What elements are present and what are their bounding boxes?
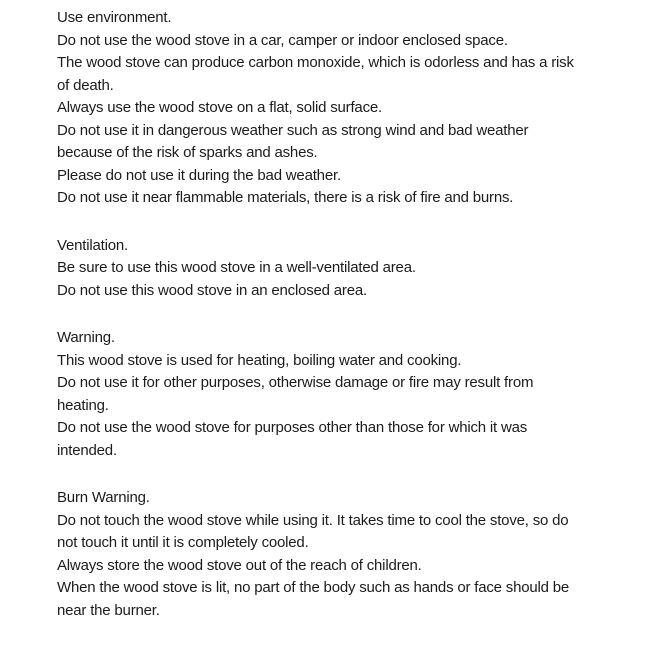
text-line: Do not use it in dangerous weather such as strong wind and bad weather	[57, 121, 529, 139]
text-line: because of the risk of sparks and ashes.	[57, 144, 318, 161]
text-line: near the burner.	[57, 601, 160, 619]
section-use-environment	[57, 7, 620, 210]
text-line: Do not use it near flammable materials, there is a risk of fire and burns.	[57, 189, 514, 206]
section-ventilation	[57, 235, 620, 303]
text-line: This wood stove is used for heating, boiling water and cooking.	[57, 351, 462, 369]
section-heading: Warning.	[57, 329, 115, 346]
text-line: Always use the wood stove on a flat, solid surface.	[57, 99, 382, 116]
section-burn-warning	[57, 487, 620, 622]
text-line: Do not touch the wood stove while using it. It takes time to cool the stove, so do	[57, 511, 569, 529]
text-line: intended.	[57, 441, 117, 459]
text-line: Be sure to use this wood stove in a well-ventilated area.	[57, 259, 416, 276]
text-line: heating.	[57, 396, 109, 414]
text-line: Please do not use it during the bad weather.	[57, 166, 341, 184]
text-line: Do not use the wood stove in a car, camper or indoor enclosed space.	[57, 31, 508, 49]
text-line: Do not use it for other purposes, otherwise damage or fire may result from	[57, 374, 534, 391]
section-heading: Use environment.	[57, 9, 172, 26]
section-heading: Ventilation.	[57, 236, 128, 254]
text-line: When the wood stove is lit, no part of the body such as hands or face should be	[57, 579, 570, 596]
section-heading: Burn Warning.	[57, 489, 150, 506]
text-line: Always store the wood stove out of the reach of children.	[57, 556, 422, 574]
section-warning	[57, 327, 620, 462]
text-line: Do not use this wood stove in an enclosed area.	[57, 281, 367, 299]
text-line: Do not use the wood stove for purposes other than those for which it was	[57, 419, 528, 436]
text-line: of death.	[57, 76, 114, 94]
text-line: not touch it until it is completely cooled.	[57, 534, 309, 551]
text-line: The wood stove can produce carbon monoxide, which is odorless and has a risk	[57, 54, 574, 71]
